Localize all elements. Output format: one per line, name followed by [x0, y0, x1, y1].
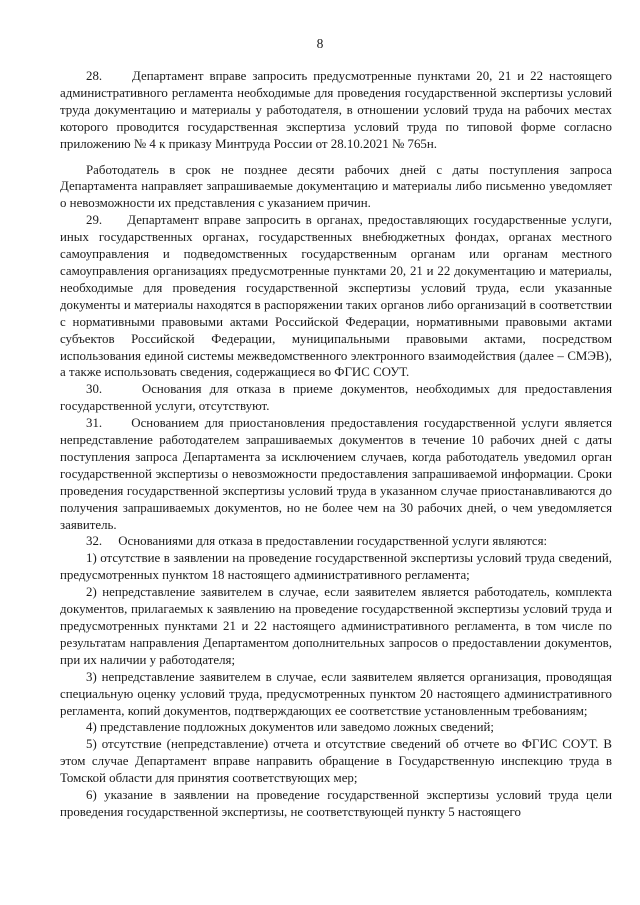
page-number: 8	[316, 36, 324, 51]
document-body	[60, 68, 612, 821]
paragraph-29: 29. Департамент вправе запросить в органах, предоставляющих государственные услуги, иных государственных органах, государственных внебюджетных фондах, органах местного самоуправления и подведомственных государственным органам или органам местного самоуправления организациях предусмотренные пунктами 20, 21 и 22 документацию и материалы, необходимые для проведения государственной экспертизы условий труда, если указанные документы и материалы находятся в распоряжении таких органов либо организаций в соответствии с нормативными правовыми актами Российской Федерации, нормативными правовыми актами субъектов Российской Федерации, муниципальными правовыми актами, посредством использования единой системы межведомственного электронного взаимодействия (далее – СМЭВ), а также использовать сведения, содержащиеся во ФГИС СОУТ.	[60, 213, 612, 380]
paragraph-32: 32. Основаниями для отказа в предоставлении государственной услуги являются:	[86, 534, 548, 549]
paragraph-31: 31. Основанием для приостановления предоставления государственной услуги является непредставление работодателем запрашиваемых документов в течение 10 рабочих дней с даты поступления запроса Департамента за исключением случаев, когда работодатель уведомил орган государственной экспертизы о невозможности предоставления запрашиваемой информации. Сроки проведения государственной экспертизы условий труда в указанном случае приостанавливаются до получения запрашиваемых документов, но не более чем на 30 рабочих дней, о чем уведомляется заявитель.	[60, 416, 612, 532]
paragraph-28: 28. Департамент вправе запросить предусмотренные пунктами 20, 21 и 22 настоящего административного регламента необходимые для проведения государственной экспертизы условий труда документацию и материалы у работодателя, в отношении условий труда на рабочих местах которого проводится государственная экспертиза условий труда по типовой форме согласно приложению № 4 к приказу Минтруда России от 28.10.2021 № 765н.	[60, 69, 612, 151]
list-item-5: 5) отсутствие (непредставление) отчета и отсутствие сведений об отчете во ФГИС СОУТ. В этом случае Департамент вправе направить обращение в Государственную инспекцию труда в Томской области для принятия соответствующих мер;	[60, 737, 612, 786]
list-item-1: 1) отсутствие в заявлении на проведение государственной экспертизы условий труда сведений, предусмотренных пунктом 18 настоящего административного регламента;	[60, 551, 612, 583]
list-item-2: 2) непредставление заявителем в случае, если заявителем является работодатель, комплекта документов, прилагаемых к заявлению на проведение государственной экспертизы условий труда и предусмотренных пунктами 21 и 22 настоящего административного регламента, в том числе по результатам направления Департаментом дополнительных запросов о предоставлении документов, при их наличии у работодателя;	[60, 585, 612, 667]
paragraph-28-employer-response: Работодатель в срок не позднее десяти рабочих дней с даты поступления запроса Департамента направляет запрашиваемые документацию и материалы либо письменно уведомляет о невозможности их представления с указанием причин.	[60, 162, 612, 211]
paragraph-30: 30. Основания для отказа в приеме документов, необходимых для предоставления государственной услуги, отсутствуют.	[60, 382, 612, 414]
list-item-3: 3) непредставление заявителем в случае, если заявителем является организация, проводящая специальную оценку условий труда, предусмотренных пунктом 20 настоящего административного регламента, копий документов, подтверждающих ее соответствие установленным требованиям;	[60, 669, 612, 718]
list-item-6: 6) указание в заявлении на проведение государственной экспертизы условий труда цели проведения государственной экспертизы, не соответствующей пункту 5 настоящего	[60, 788, 612, 819]
list-item-4: 4) представление подложных документов или заведомо ложных сведений;	[86, 720, 494, 735]
